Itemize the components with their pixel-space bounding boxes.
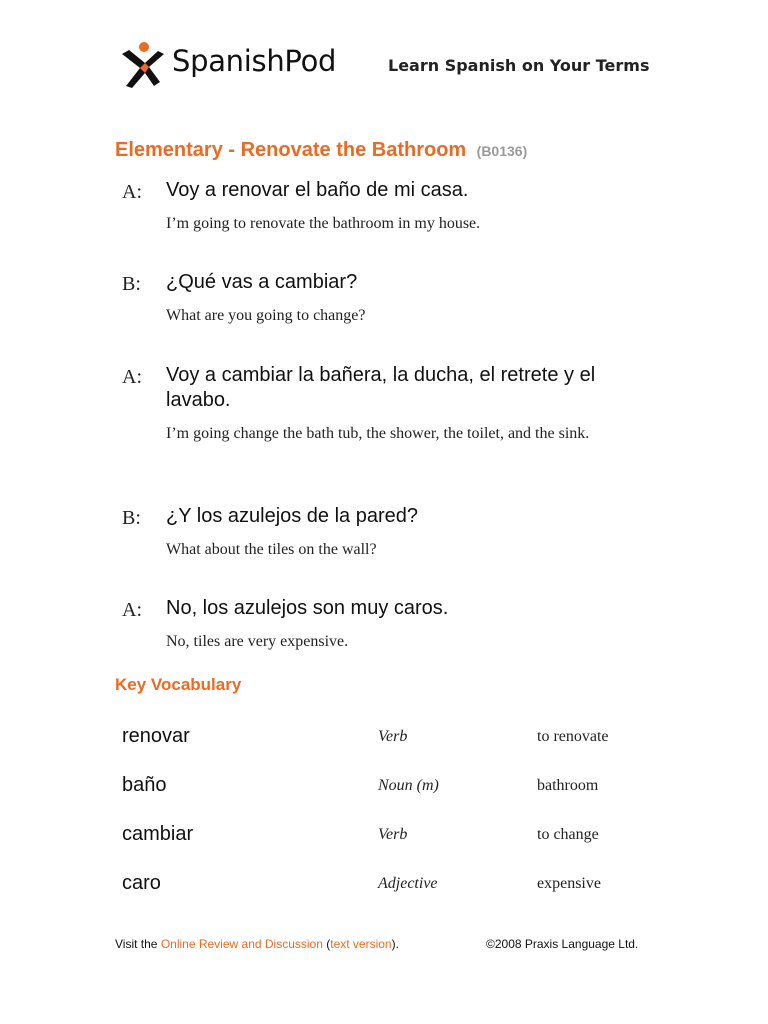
speaker-label: A: xyxy=(122,366,142,388)
vocab-part-of-speech: Noun (m) xyxy=(378,777,439,794)
vocab-word: renovar xyxy=(122,725,190,747)
spanish-text: Voy a renovar el baño de mi casa. xyxy=(166,179,469,201)
vocab-definition: to change xyxy=(537,826,599,843)
spanish-text: ¿Y los azulejos de la pared? xyxy=(166,505,419,527)
vocabulary-row xyxy=(122,872,662,902)
vocab-definition: to renovate xyxy=(537,728,609,745)
speaker-label: A: xyxy=(122,599,142,621)
spanish-text: ¿Qué vas a cambiar? xyxy=(166,271,358,293)
spanish-text: No, los azulejos son muy caros. xyxy=(166,597,449,619)
vocab-part-of-speech: Adjective xyxy=(378,875,438,892)
vocabulary-heading: Key Vocabulary xyxy=(115,675,242,694)
spanishpod-logo-icon xyxy=(120,40,166,90)
english-translation: What about the tiles on the wall? xyxy=(166,541,377,558)
vocab-word: caro xyxy=(122,872,161,894)
vocabulary-row xyxy=(122,823,662,853)
lesson-code: (B0136) xyxy=(476,143,528,159)
vocab-word: cambiar xyxy=(122,823,194,845)
footer-prefix: Visit the xyxy=(115,937,161,951)
lesson-title-row xyxy=(115,139,527,162)
footer-paren-open: ( xyxy=(322,937,331,951)
header xyxy=(120,38,680,98)
speaker-label: B: xyxy=(122,273,141,295)
english-translation: I’m going to renovate the bathroom in my house. xyxy=(166,215,481,232)
vocabulary-row xyxy=(122,725,662,755)
footer-paren-close: ). xyxy=(391,937,399,951)
vocab-part-of-speech: Verb xyxy=(378,728,408,745)
speaker-label: B: xyxy=(122,507,141,529)
vocab-word: baño xyxy=(122,774,167,796)
lesson-title: Elementary - Renovate the Bathroom xyxy=(115,139,467,161)
tagline: Learn Spanish on Your Terms xyxy=(388,56,650,75)
text-version-link[interactable]: text version xyxy=(330,937,392,951)
vocab-part-of-speech: Verb xyxy=(378,826,408,843)
copyright-notice: ©2008 Praxis Language Ltd. xyxy=(486,937,639,951)
vocab-definition: expensive xyxy=(537,875,601,892)
logo-text: SpanishPod xyxy=(172,44,337,78)
vocab-definition: bathroom xyxy=(537,777,599,794)
spanish-text: Voy a cambiar la bañera, la ducha, el retrete y el lavabo. xyxy=(166,364,596,411)
online-review-link[interactable]: Online Review and Discussion xyxy=(160,937,323,951)
vocabulary-row xyxy=(122,774,662,804)
english-translation: I’m going change the bath tub, the shower, the toilet, and the sink. xyxy=(166,425,590,442)
footer xyxy=(115,937,655,951)
english-translation: No, tiles are very expensive. xyxy=(166,633,349,650)
speaker-label: A: xyxy=(122,181,142,203)
english-translation: What are you going to change? xyxy=(166,307,366,324)
